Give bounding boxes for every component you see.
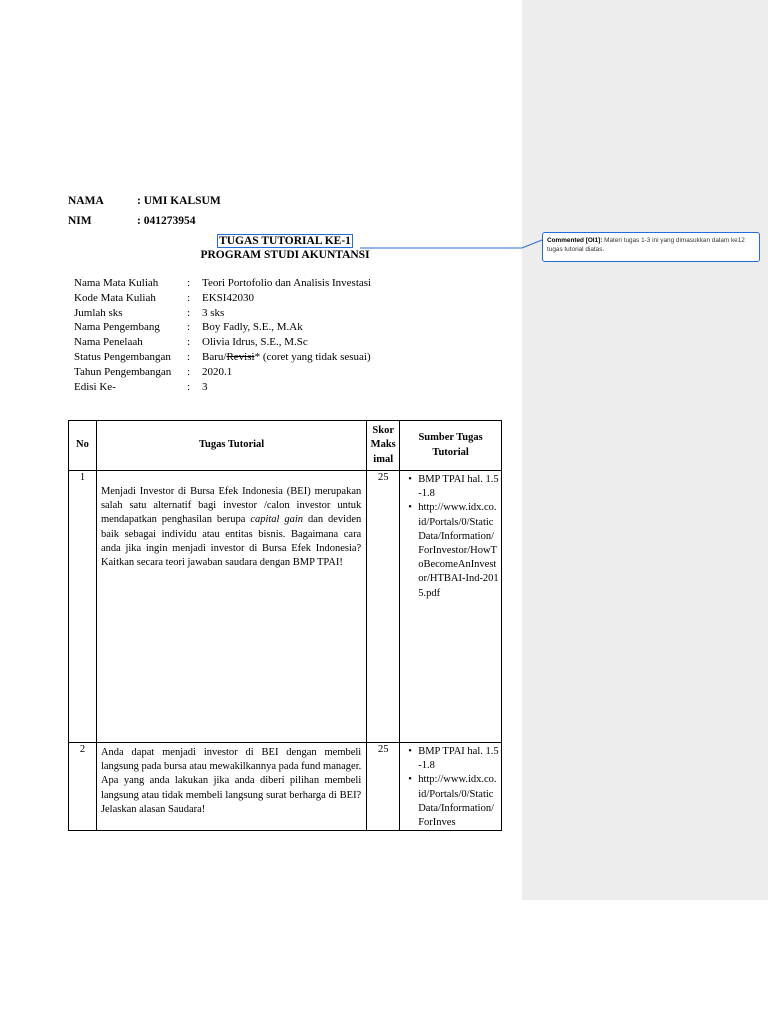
- task-text: Anda dapat menjadi investor di BEI dengan membeli langsung pada bursa atau mewakilkannya pada fund manager. Apa yang anda lakukan jika anda diberi pilihan membeli langsung atau tidak membeli langsung surat berharga di BEI? Jelaskan alasan Saudara!: [100, 747, 362, 815]
- edition-number: 3: [202, 380, 208, 393]
- row-number: 2: [69, 743, 97, 831]
- development-year: 2020.1: [202, 365, 233, 378]
- header-max-score: Skor Maks imal: [367, 421, 400, 471]
- max-score: 25: [367, 743, 400, 831]
- source-item: • BMP TPAI hal. 1.5-1.8: [408, 745, 499, 773]
- program-title: PROGRAM STUDI AKUNTANSI: [200, 249, 370, 261]
- credit-count: 3 sks: [202, 306, 225, 319]
- name-value: : UMI KALSUM: [137, 195, 221, 207]
- info-row: Nama Penelaah : Olivia Idrus, S.E., M.Sc: [74, 336, 308, 349]
- course-name: Teori Portofolio dan Analisis Investasi: [202, 277, 372, 289]
- header-source: Sumber Tugas Tutorial: [400, 421, 502, 471]
- info-row: Kode Mata Kuliah : EKSI42030: [74, 291, 254, 304]
- source-link[interactable]: • http://www.idx.co.id/Portals/0/StaticData/Information/ForInves: [408, 773, 499, 830]
- nim-label: NIM: [68, 215, 92, 227]
- header-no: No: [69, 421, 97, 471]
- nim-value: : 041273954: [137, 215, 196, 227]
- info-row: Status Pengembangan : Baru/Revisi* (coret yang tidak sesuai): [74, 350, 371, 363]
- comment-text: Materi tugas 1-3 ini yang dimasukkan dalam ke12 tugas tutorial diatas.: [547, 237, 745, 253]
- task-text: Menjadi Investor di Bursa Efek Indonesia (BEI) merupakan salah satu alternatif bagi investor /calon investor untuk mendapatkan penghasilan berupa capital gain dan deviden baik sebagai individu atau entitas bisnis. Bagaimana cara anda jika ingin menjadi investor di Bursa Efek Indonesia? Kaitkan secara teori jawaban saudara dengan BMP TPAI!: [100, 486, 362, 569]
- info-row: Edisi Ke- : 3: [74, 380, 208, 393]
- info-row: Nama Pengembang : Boy Fadly, S.E., M.Ak: [74, 321, 303, 334]
- name-label: NAMA: [68, 195, 104, 207]
- reviewer-name: Olivia Idrus, S.E., M.Sc: [202, 336, 308, 349]
- source-link[interactable]: • http://www.idx.co.id/Portals/0/StaticData/Information/ForInvestor/HowToBecomeAnInvestor/HTBAI-Ind-2015.pdf: [408, 501, 499, 600]
- comment-balloon[interactable]: [542, 232, 760, 262]
- comment-author: Commented [OI1]:: [547, 237, 603, 244]
- max-score: 25: [367, 471, 400, 743]
- commented-title-text[interactable]: TUGAS TUTORIAL KE-1: [219, 235, 351, 247]
- development-status: Baru/Revisi* (coret yang tidak sesuai): [202, 350, 371, 363]
- course-code: EKSI42030: [202, 291, 254, 304]
- info-row: Nama Mata Kuliah : Teori Portofolio dan Analisis Investasi: [74, 277, 372, 289]
- info-row: Tahun Pengembangan : 2020.1: [74, 365, 233, 378]
- header-task: Tugas Tutorial: [96, 421, 366, 471]
- info-row: Jumlah sks : 3 sks: [74, 306, 225, 319]
- row-number: 1: [69, 471, 97, 743]
- source-item: • BMP TPAI hal. 1.5-1.8: [408, 473, 499, 501]
- developer-name: Boy Fadly, S.E., M.Ak: [202, 321, 303, 334]
